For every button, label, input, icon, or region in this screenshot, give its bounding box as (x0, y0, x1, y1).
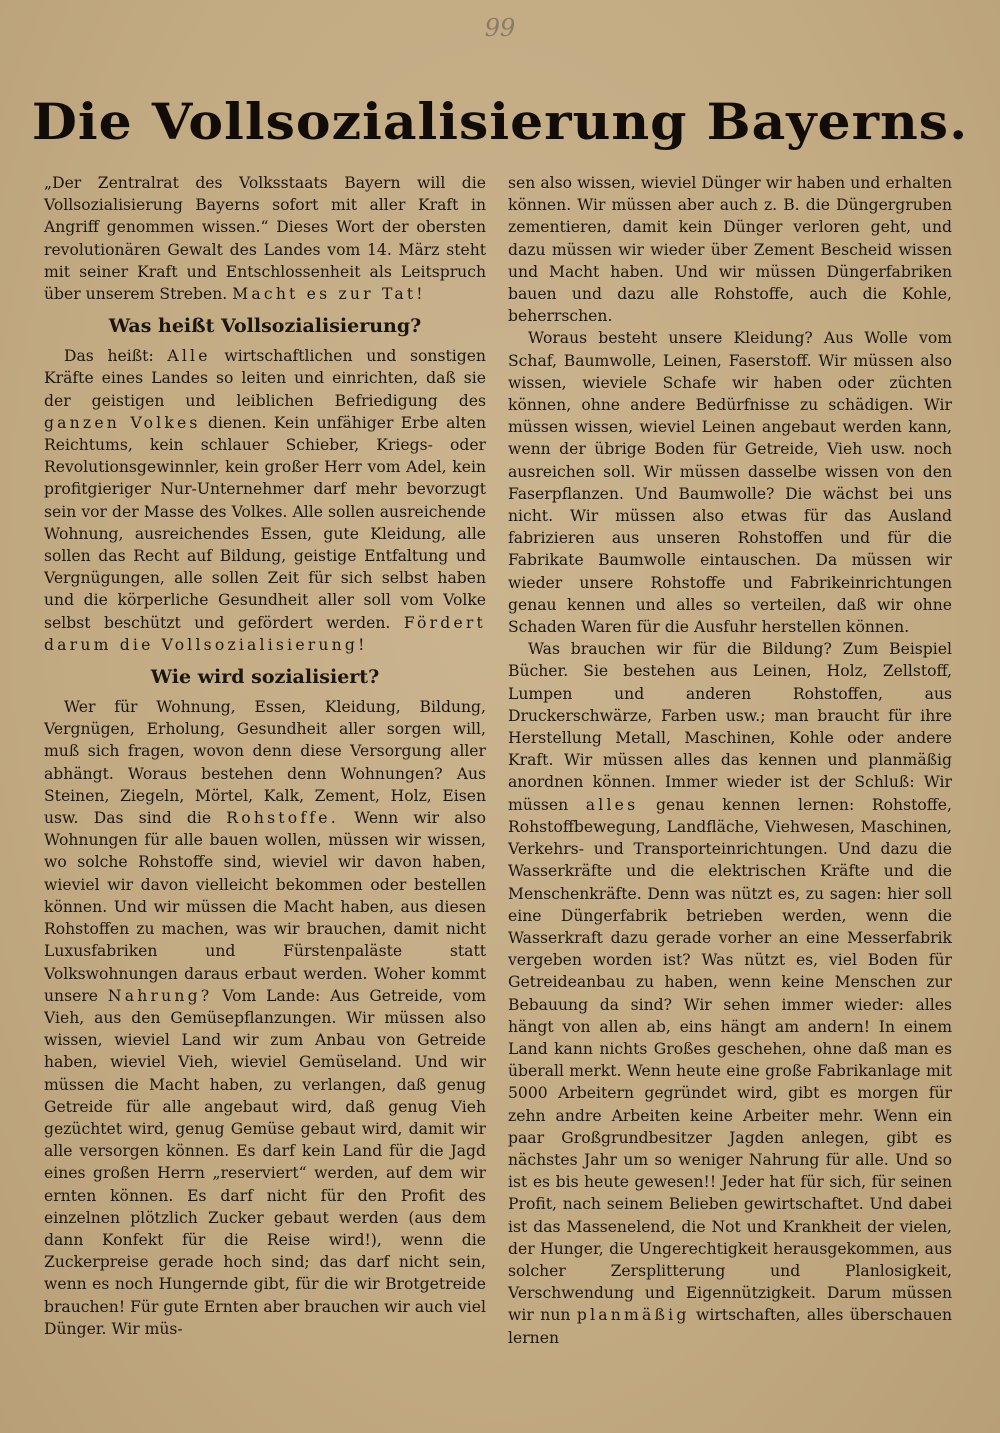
p1-emphasis-1: Alle (167, 347, 211, 366)
p2-emphasis-2: Nahrung? (107, 986, 213, 1005)
p5-emphasis-2: planmäßig (576, 1306, 690, 1325)
section-heading-2: Wie wird sozialisiert? (150, 666, 380, 689)
intro-emphasis: Macht es zur Tat! (232, 285, 426, 304)
p5-text-c: wirtschaften, alles überschauen lernen (508, 1306, 952, 1347)
paragraph-3: sen also wissen, wieviel Dünger wir haben und erhalten können. Wir müssen aber auch z. B. die Düngergruben zementieren, damit kein Dünger verloren geht, und dazu müssen wir wieder über Zement Bescheid wissen und Macht haben. Und wir müssen Düngerfabriken bauen und dazu alle Rohstoffe, auch die Kohle, beherrschen. (508, 174, 952, 326)
p1-emphasis-3: Fördert darum die Vollsozialisierung! (44, 613, 486, 654)
p2-text-c: Vom Lande: Aus Getreide, vom Vieh, aus den Gemüsepflanzungen. Wir müssen also wissen, wieviel Land wir zum Anbau von Getreide haben, wieviel Vieh, wieviel Gemüseland. Und wir müssen die Macht haben, zu verlangen, daß genug Getreide für alle angebaut wird, daß genug Vieh gezüchtet wird, genug Gemüse gebaut wird, damit wir alle versorgen können. Es darf kein Land für die Jagd eines großen Herrn „reserviert“ werden, auf dem wir ernten können. Es darf nicht für den Profit des einzelnen plötzlich Zucker gebaut werden (aus dem dann Konfekt für die Reise wird!), wenn die Zuckerpreise gerade hoch sind; das darf nicht sein, wenn es noch Hungernde gibt, für die wir Brotgetreide brauchen! Für gute Ernten aber brauchen wir auch viel Dünger. Wir müs- (44, 986, 486, 1338)
p2-emphasis-1: Rohstoffe. (226, 809, 339, 828)
section-heading-1: Was heißt Vollsozialisierung? (108, 315, 422, 338)
right-column (508, 172, 952, 1349)
p5-text-a: Was brauchen wir für die Bildung? Zum Beispiel Bücher. Sie bestehen aus Leinen, Holz, Zellstoff, Lumpen und anderen Rohstoffen, aus Druckerschwärze, Farben usw.; man braucht für ihre Herstellung Metall, Maschinen, Kohle oder andere Kraft. Wir müssen alles das kennen und planmäßig anordnen können. Immer wieder ist der Schluß: Wir müssen (508, 640, 952, 814)
left-column (44, 172, 486, 1340)
intro-paragraph (44, 172, 486, 305)
p5-emphasis-1: alles (585, 795, 639, 814)
paragraph-2 (44, 696, 486, 1340)
p5-text-b: genau kennen lernen: Rohstoffe, Rohstoffbewegung, Landfläche, Viehwesen, Maschinen, Verkehrs- und Transporteinrichtungen. Und dazu die Wasserkräfte und die elektrischen Kräfte und die Menschenkräfte. Denn was nützt es, zu sagen: hier soll eine Düngerfabrik betrieben werden, wenn die Wasserkraft dazu gerade vorher an eine Messerfabrik vergeben worden ist? Was nützt es, viel Boden für Getreideanbau zu haben, wenn keine Menschen zur Bebauung da sind? Wir sehen immer wieder: alles hängt von allen ab, eins hängt am andern! In einem Land kann nichts Großes geschehen, ohne daß man es überall merkt. Wenn heute eine große Fabrikanlage mit 5000 Arbeitern gegründet wird, gibt es morgen für zehn andre Arbeiten keine Arbeiter mehr. Wenn ein paar Großgrundbesitzer Jagden anlegen, gibt es nächstes Jahr um so weniger Nahrung für alle. Und so ist es bis heute gewesen!! Jeder hat für sich, für seinen Profit, nach seinem Belieben gewirtschaftet. Und dabei ist das Massenelend, die Not und Krankheit der vielen, der Hunger, die Ungerechtigkeit herausgekommen, aus solcher Zersplitterung und Planlosigkeit, Verschwendung und Eigennützigkeit. Darum müssen wir nun (508, 795, 952, 1325)
paragraph-4: Woraus besteht unsere Kleidung? Aus Wolle vom Schaf, Baumwolle, Leinen, Faserstoff. Wir müssen also wissen, wieviele Schafe wir haben oder züchten können, ohne andere Bedürfnisse zu schädigen. Wir müssen wissen, wieviel Leinen angebaut werden kann, wenn der übrige Boden für Getreide, Vieh usw. noch ausreichen soll. Wir müssen dasselbe wissen von den Faserpflanzen. Und Baumwolle? Die wächst bei uns nicht. Wir müssen also etwas für das Ausland fabrizieren aus unseren Rohstoffen und für die Fabrikate Baumwolle eintauschen. Da müssen wir wieder unsere Rohstoffe und Fabrikeinrichtungen genau kennen und alles so verteilen, daß wir ohne Schaden Waren für die Ausfuhr herstellen können. (508, 329, 952, 637)
p2-text-a: Wer für Wohnung, Essen, Kleidung, Bildung, Vergnügen, Erholung, Gesundheit aller sorgen will, muß sich fragen, wovon denn diese Versorgung aller abhängt. Woraus bestehen denn Wohnungen? Aus Steinen, Ziegeln, Mörtel, Kalk, Zement, Holz, Eisen usw. Das sind die (44, 698, 486, 828)
p1-text-c: dienen. Kein unfähiger Erbe alten Reichtums, kein schlauer Schieber, Kriegs- oder Revolutionsgewinnler, kein großer Herr vom Adel, kein profitgieriger Nur-Unternehmer darf mehr bevorzugt sein vor der Masse des Volkes. Alle sollen ausreichende Wohnung, ausreichendes Essen, gute Kleidung, alle sollen das Recht auf Bildung, geistige Entfaltung und Vergnügungen, alle sollen Zeit für sich selbst haben und die körperliche Gesundheit aller soll vom Volke selbst beschützt und gefördert werden. (44, 413, 486, 632)
page-number: 99 (484, 14, 516, 42)
intro-text: „Der Zentralrat des Volksstaats Bayern will die Vollsozialisierung Bayerns sofort mit aller Kraft in Angriff genommen wissen.“ Dieses Wort der obersten revolutionären Gewalt des Landes vom 14. März steht mit seiner Kraft und Entschlossenheit als Leitspruch über unserem Streben. (44, 174, 486, 304)
p1-text-a: Das heißt: (64, 347, 154, 366)
p1-emphasis-2: ganzen Volkes (44, 413, 201, 432)
p1-text-b: wirtschaftlichen und sonstigen Kräfte eines Landes so leiten und einrichten, daß sie der geistigen und leiblichen Befriedigung des (44, 347, 486, 410)
paragraph-5 (508, 638, 952, 1349)
paragraph-1 (44, 345, 486, 656)
p2-text-b: Wenn wir also Wohnungen für alle bauen wollen, müssen wir wissen, wo solche Rohstoffe sind, wieviel wir davon haben, wieviel wir davon vielleicht bekommen oder bestellen können. Und wir müssen die Macht haben, aus diesen Rohstoffen zu machen, was wir brauchen, damit nicht Luxusfabriken und Fürstenpaläste statt Volkswohnungen daraus erbaut werden. Woher kommt unsere (44, 809, 486, 1005)
article-title: Die Vollsozialisierung Bayerns. (31, 93, 969, 152)
